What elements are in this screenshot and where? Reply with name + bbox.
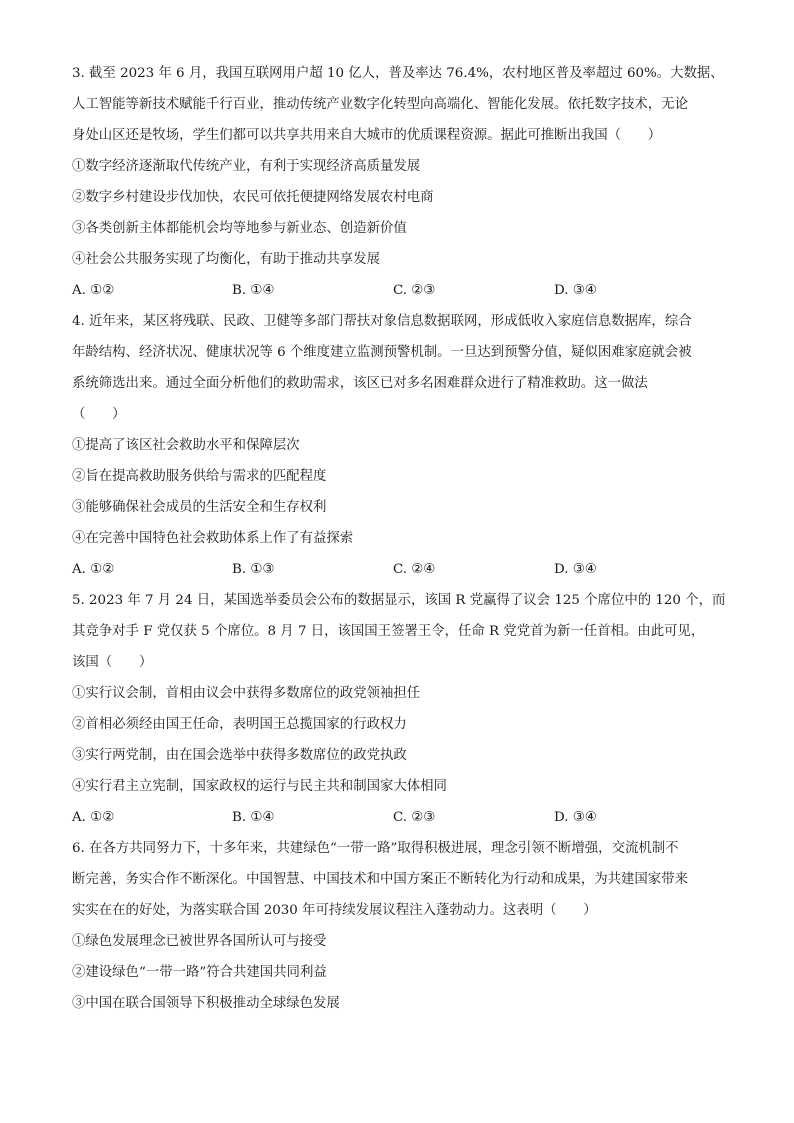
question-4 (72, 312, 724, 580)
statement-option: ①实行议会制，首相由议会中获得多数席位的政党领袖担任 (72, 686, 421, 701)
question-stem (72, 64, 724, 146)
answer-choice-d[interactable]: D. ③④ (554, 283, 597, 298)
statement-option: ①绿色发展理念已被世界各国所认可与接受 (72, 934, 327, 949)
stem-line: 4. 近年来，某区将残联、民政、卫健等多部门帮扶对象信息数据联网，形成低收入家庭信息数据库，综合 (72, 314, 692, 329)
statement-option: ①提高了该区社会救助水平和保障层次 (72, 438, 300, 453)
statement-option: ②数字乡村建设步伐加快，农民可依托便捷网络发展农村电商 (72, 190, 434, 205)
question-5 (72, 591, 724, 828)
answer-choices (72, 808, 724, 828)
question-3 (72, 64, 724, 301)
answer-choice-b[interactable]: B. ①④ (232, 283, 275, 298)
statement-option: ④在完善中国特色社会救助体系上作了有益探索 (72, 531, 354, 546)
answer-choice-c[interactable]: C. ②③ (393, 810, 436, 825)
statement-option: ④社会公共服务实现了均衡化，有助于推动共享发展 (72, 252, 380, 267)
answer-choice-a[interactable]: A. ①② (72, 283, 115, 298)
stem-line: （ ） (72, 407, 126, 422)
answer-choice-b[interactable]: B. ①③ (232, 562, 275, 577)
answer-choice-d[interactable]: D. ③④ (554, 562, 597, 577)
answer-choice-c[interactable]: C. ②④ (393, 562, 436, 577)
statement-option: ②旨在提高救助服务供给与需求的匹配程度 (72, 469, 327, 484)
answer-choices (72, 281, 724, 301)
statement-option: ④实行君主立宪制，国家政权的运行与民主共和制国家大体相同 (72, 779, 447, 794)
stem-line: 3. 截至 2023 年 6 月，我国互联网用户超 10 亿人，普及率达 76.4%，农村地区普及率超过 60%。大数据、 (72, 66, 724, 81)
answer-choice-d[interactable]: D. ③④ (554, 810, 597, 825)
answer-choices (72, 560, 724, 580)
stem-line: 该国（ ） (72, 655, 153, 670)
answer-choice-a[interactable]: A. ①② (72, 810, 115, 825)
question-stem (72, 591, 724, 673)
stem-line: 系统筛选出来。通过全面分析他们的救助需求，该区已对多名困难群众进行了精准救助。这一做法 (72, 376, 648, 391)
question-6 (72, 839, 724, 1014)
stem-line: 身处山区还是牧场，学生们都可以共享共用来自大城市的优质课程资源。据此可推断出我国（ ） (72, 128, 662, 143)
stem-line: 人工智能等新技术赋能千行百业，推动传统产业数字化转型向高端化、智能化发展。依托数字技术，无论 (72, 97, 688, 112)
stem-line: 6. 在各方共同努力下，十多年来，共建绿色“一带一路”取得积极进展，理念引领不断增强，交流机制不 (72, 841, 679, 856)
stem-line: 断完善，务实合作不断深化。中国智慧、中国技术和中国方案正不断转化为行动和成果，为共建国家带来 (72, 872, 688, 887)
stem-line: 实实在在的好处，为落实联合国 2030 年可持续发展议程注入蓬勃动力。这表明（ ） (72, 903, 597, 918)
question-stem (72, 312, 724, 425)
statement-option: ③中国在联合国领导下积极推动全球绿色发展 (72, 996, 340, 1011)
statement-option: ③能够确保社会成员的生活安全和生存权利 (72, 500, 327, 515)
stem-line: 5. 2023 年 7 月 24 日，某国选举委员会公布的数据显示，该国 R 党赢得了议会 125 个席位中的 120 个，而 (72, 593, 726, 608)
answer-choice-a[interactable]: A. ①② (72, 562, 115, 577)
answer-choice-c[interactable]: C. ②③ (393, 283, 436, 298)
stem-line: 其竞争对手 F 党仅获 5 个席位。8 月 7 日，该国国王签署王令，任命 R 党党首为新一任首相。由此可见， (72, 624, 705, 639)
stem-line: 年龄结构、经济状况、健康状况等 6 个维度建立监测预警机制。一旦达到预警分值，疑似困难家庭就会被 (72, 345, 692, 360)
statement-option: ③实行两党制，由在国会选举中获得多数席位的政党执政 (72, 748, 407, 763)
statement-option: ①数字经济逐渐取代传统产业，有利于实现经济高质量发展 (72, 159, 421, 174)
question-stem (72, 839, 724, 921)
statement-option: ③各类创新主体都能机会均等地参与新业态、创造新价值 (72, 221, 407, 236)
statement-option: ②建设绿色“一带一路”符合共建国共同利益 (72, 965, 327, 980)
statement-option: ②首相必须经由国王任命，表明国王总揽国家的行政权力 (72, 717, 407, 732)
exam-page (72, 64, 724, 1025)
answer-choice-b[interactable]: B. ①④ (232, 810, 275, 825)
